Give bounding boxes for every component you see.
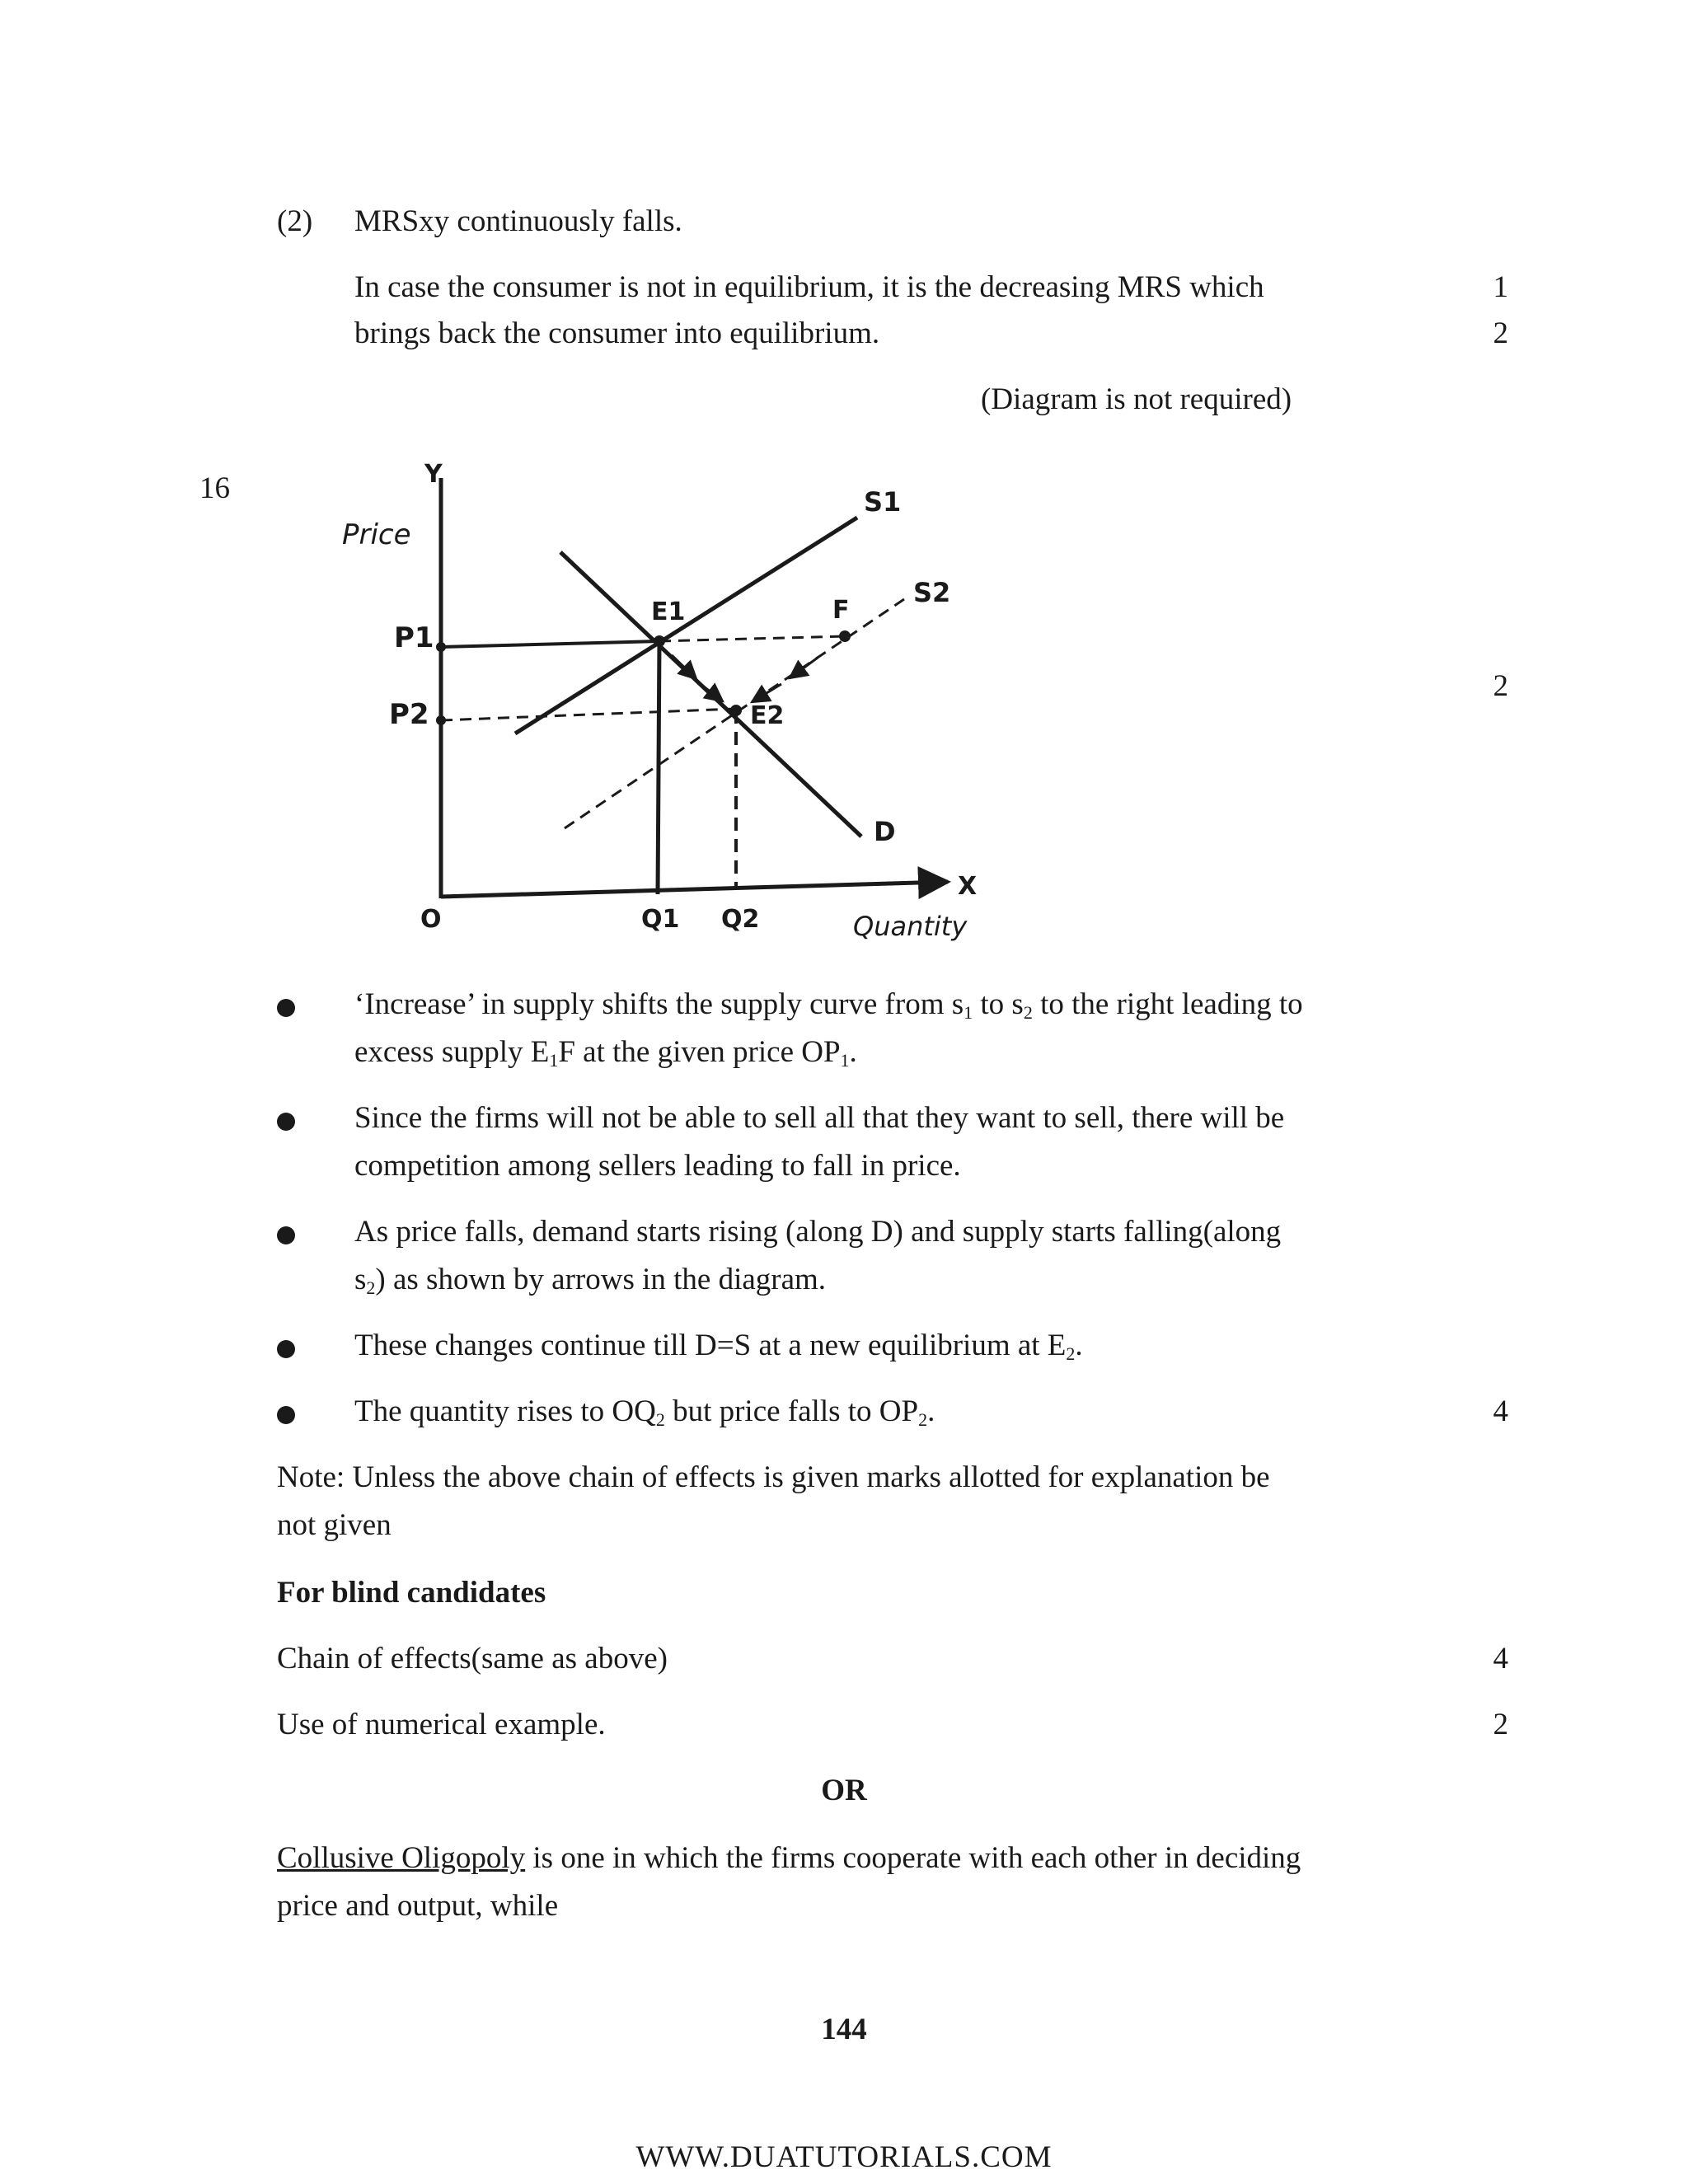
page-number: 144 — [821, 2013, 867, 2046]
bullet-2-line: competition among sellers leading to fall in price. — [354, 1149, 961, 1183]
bullet-dot — [277, 1340, 295, 1358]
bullet-4-line: These changes continue till D=S at a new equilibrium at $E_2$. — [354, 1329, 1083, 1364]
blind-row: Chain of effects(same as above) — [277, 1642, 668, 1675]
demand-curve-d — [560, 552, 861, 837]
bullet-1-line: excess supply $E_1F$ at the given price $OP_1$. — [354, 1035, 857, 1071]
f-label: F — [832, 596, 850, 625]
p1-label: P1 — [394, 621, 434, 654]
item-text: MRSxy continuously falls. — [354, 204, 682, 238]
bullet-3-line: As price falls, demand starts rising (along D) and supply starts falling(along — [354, 1215, 1282, 1249]
arrow-along-d-2 — [701, 684, 723, 701]
quantity-label: Quantity — [853, 911, 968, 942]
item-number: (2) — [277, 204, 313, 238]
bullet-dot — [277, 999, 295, 1017]
point-e1 — [654, 635, 665, 647]
or-heading: OR — [821, 1774, 867, 1807]
blind-row: Use of numerical example. — [277, 1708, 606, 1741]
d-label: D — [874, 816, 896, 847]
mark-value: 2 — [1493, 316, 1508, 350]
x-axis — [441, 882, 948, 897]
mark-value: 2 — [1493, 1708, 1508, 1741]
e2-label: E2 — [750, 701, 785, 730]
collusive-line: Collusive Oligopoly is one in which the firms cooperate with each other in deciding — [277, 1841, 1301, 1875]
footer-website: WWW.DUATUTORIALS.COM — [635, 2140, 1053, 2174]
y-axis-label: Y — [424, 460, 443, 489]
note-line: Note: Unless the above chain of effects is given marks allotted for explanation be — [277, 1460, 1270, 1494]
paragraph-line: brings back the consumer into equilibrium. — [354, 316, 880, 350]
question-number: 16 — [199, 471, 230, 505]
price-label: Price — [342, 518, 411, 551]
point-p1 — [436, 642, 446, 652]
mark-value: 2 — [1493, 669, 1508, 703]
note-line: not given — [277, 1508, 392, 1542]
arrow-along-s2-1 — [790, 658, 818, 678]
supply-demand-diagram — [313, 445, 1022, 956]
q1-label: Q1 — [641, 905, 680, 934]
point-f — [839, 630, 851, 642]
p1-line — [441, 641, 659, 647]
blind-heading: For blind candidates — [277, 1576, 546, 1610]
arrow-along-d-1 — [672, 655, 696, 679]
mark-value: 4 — [1493, 1642, 1508, 1675]
supply-curve-s1 — [515, 518, 857, 733]
x-axis-label: X — [958, 872, 978, 901]
s1-label: S1 — [864, 486, 902, 518]
s2-label: S2 — [913, 577, 951, 608]
point-p2 — [436, 715, 446, 725]
excess-supply-line — [659, 636, 845, 641]
q2-label: Q2 — [721, 905, 760, 934]
q1-line — [658, 641, 659, 894]
diagram-note: (Diagram is not required) — [981, 382, 1292, 416]
bullet-2-line: Since the firms will not be able to sell all that they want to sell, there will be — [354, 1101, 1285, 1135]
e1-label: E1 — [651, 598, 686, 626]
bullet-dot — [277, 1226, 295, 1244]
arrow-along-s2-2 — [752, 684, 781, 702]
bullet-dot — [277, 1113, 295, 1131]
mark-value: 4 — [1493, 1394, 1508, 1428]
bullet-dot — [277, 1406, 295, 1424]
bullet-1-line: ‘Increase’ in supply shifts the supply curve from $s_1$ to $s_2$ to the right leading to — [354, 987, 1303, 1023]
paragraph-line: In case the consumer is not in equilibrium, it is the decreasing MRS which — [354, 270, 1264, 304]
point-e2 — [730, 705, 742, 716]
origin-label: O — [420, 905, 442, 934]
p2-line — [441, 709, 736, 720]
mark-value: 1 — [1493, 270, 1508, 304]
collusive-line: price and output, while — [277, 1889, 559, 1923]
collusive-term: Collusive Oligopoly — [277, 1841, 526, 1875]
p2-label: P2 — [389, 698, 429, 731]
bullet-3-line: $s_2$) as shown by arrows in the diagram. — [354, 1263, 827, 1298]
bullet-5-line: The quantity rises to $OQ_2$ but price falls to $OP_2$. — [354, 1394, 935, 1430]
